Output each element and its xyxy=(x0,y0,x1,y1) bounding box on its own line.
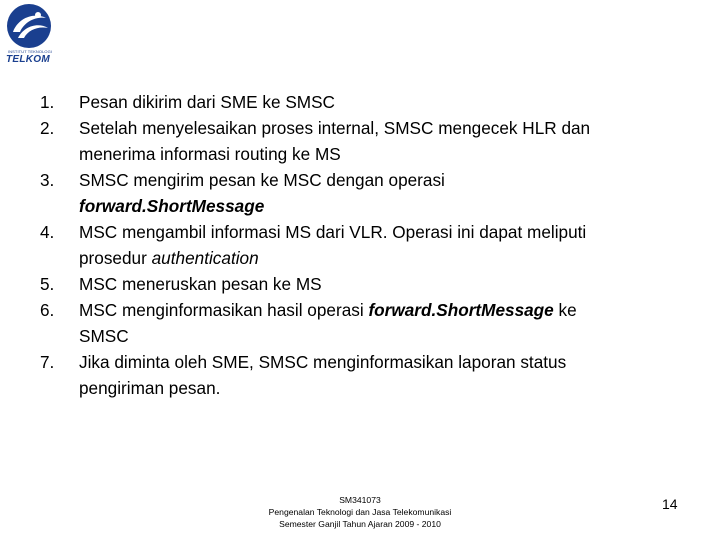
item-text: MSC mengambil informasi MS dari VLR. Operasi ini dapat meliputi xyxy=(79,222,587,242)
item-number: 2. xyxy=(40,118,55,138)
item-number: 4. xyxy=(40,222,55,242)
item-text-continued: menerima informasi routing ke MS xyxy=(79,144,341,164)
item-text-pre: prosedur xyxy=(79,248,152,268)
slide-footer xyxy=(230,494,490,530)
item-number: 7. xyxy=(40,352,55,372)
item-number: 3. xyxy=(40,170,55,190)
item-text: Jika diminta oleh SME, SMSC menginformasikan laporan status xyxy=(79,352,567,372)
logo-name: TELKOM xyxy=(6,54,51,65)
list-item xyxy=(40,271,700,297)
item-number: 1. xyxy=(40,92,55,112)
item-text-pre: MSC menginformasikan hasil operasi xyxy=(79,300,369,320)
item-text-continued: SMSC xyxy=(79,326,129,346)
list-item xyxy=(40,349,700,401)
item-text: MSC meneruskan pesan ke MS xyxy=(79,274,322,294)
item-text-continued xyxy=(79,245,700,271)
course-code: SM341073 xyxy=(339,495,381,505)
operation-name: forward.ShortMessage xyxy=(79,196,265,216)
course-title: Pengenalan Teknologi dan Jasa Telekomunikasi xyxy=(268,507,452,517)
item-text-post: ke xyxy=(553,300,577,320)
item-number: 6. xyxy=(40,300,55,320)
item-text xyxy=(79,300,577,320)
procedure-name: authentication xyxy=(151,248,259,268)
semester-info: Semester Ganjil Tahun Ajaran 2009 - 2010 xyxy=(279,519,441,529)
list-item xyxy=(40,297,700,349)
telkom-emblem-icon xyxy=(4,2,54,50)
item-text: Setelah menyelesaikan proses internal, SMSC mengecek HLR dan xyxy=(79,118,591,138)
item-text: SMSC mengirim pesan ke MSC dengan operasi xyxy=(79,170,445,190)
step-list xyxy=(40,89,700,401)
item-text: Pesan dikirim dari SME ke SMSC xyxy=(79,92,335,112)
list-item xyxy=(40,219,700,271)
item-text-continued: pengiriman pesan. xyxy=(79,378,221,398)
page-number: 14 xyxy=(662,496,678,512)
list-item xyxy=(40,167,700,219)
logo-subtitle: INSTITUT TEKNOLOGI xyxy=(7,49,53,54)
list-item xyxy=(40,89,700,115)
list-item xyxy=(40,115,700,167)
operation-name: forward.ShortMessage xyxy=(368,300,554,320)
telkom-logo xyxy=(4,2,54,64)
item-number: 5. xyxy=(40,274,55,294)
